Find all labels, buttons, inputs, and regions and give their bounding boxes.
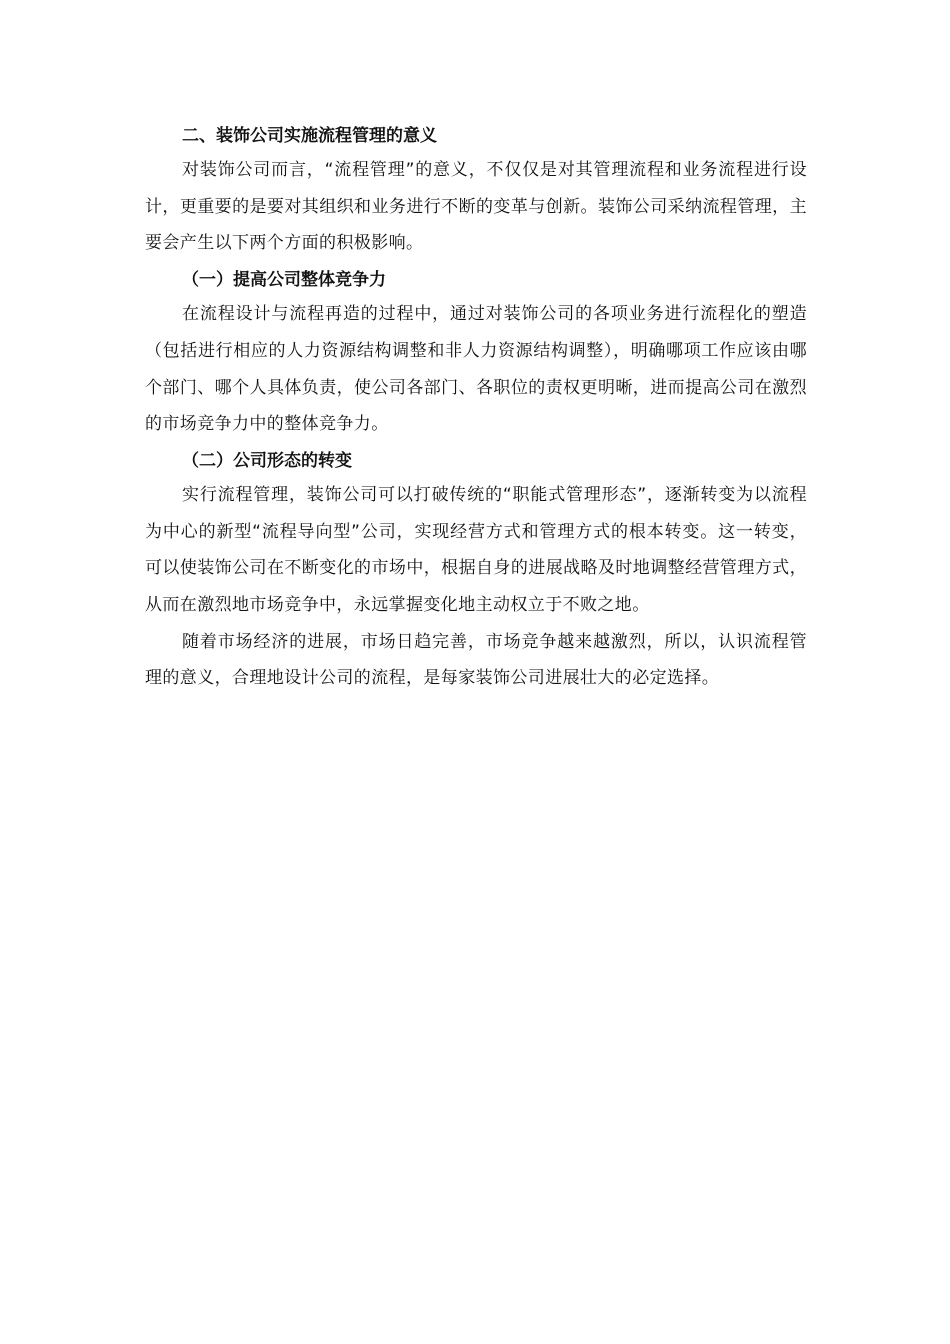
intro-paragraph: 对装饰公司而言，“流程管理”的意义，不仅仅是对其管理流程和业务流程进行设计，更重要的是要对其组织和业务进行不断的变革与创新。装饰公司采纳流程管理，主要会产生以下两个方面的积极影响。 xyxy=(145,160,807,254)
conclusion-paragraph: 随着市场经济的进展，市场日趋完善，市场竞争越来越激烈，所以，认识流程管理的意义，合理地设计公司的流程，是每家装饰公司进展壮大的必定选择。 xyxy=(145,631,807,689)
subsection-2-paragraph: 实行流程管理，装饰公司可以打破传统的“职能式管理形态”，逐渐转变为以流程为中心的新型“流程导向型”公司，实现经营方式和管理方式的根本转变。这一转变，可以使装饰公司在不断变化的市场中，根据自身的进展战略及时地调整经营管理方式，从而在激烈地市场竞争中，永远掌握变化地主动权立于不败之地。 xyxy=(145,484,807,616)
document-page xyxy=(145,120,807,697)
subsection-1-title: （一）提高公司整体竞争力 xyxy=(182,270,386,291)
subsection-2-title: （二）公司形态的转变 xyxy=(182,450,352,471)
section-title: 二、装饰公司实施流程管理的意义 xyxy=(182,126,437,146)
subsection-1-paragraph: 在流程设计与流程再造的过程中，通过对装饰公司的各项业务进行流程化的塑造（包括进行相应的人力资源结构调整和非人力资源结构调整），明确哪项工作应该由哪个部门、哪个人具体负责，使公司各部门、各职位的责权更明晰，进而提高公司在激烈的市场竞争力中的整体竞争力。 xyxy=(145,304,807,435)
